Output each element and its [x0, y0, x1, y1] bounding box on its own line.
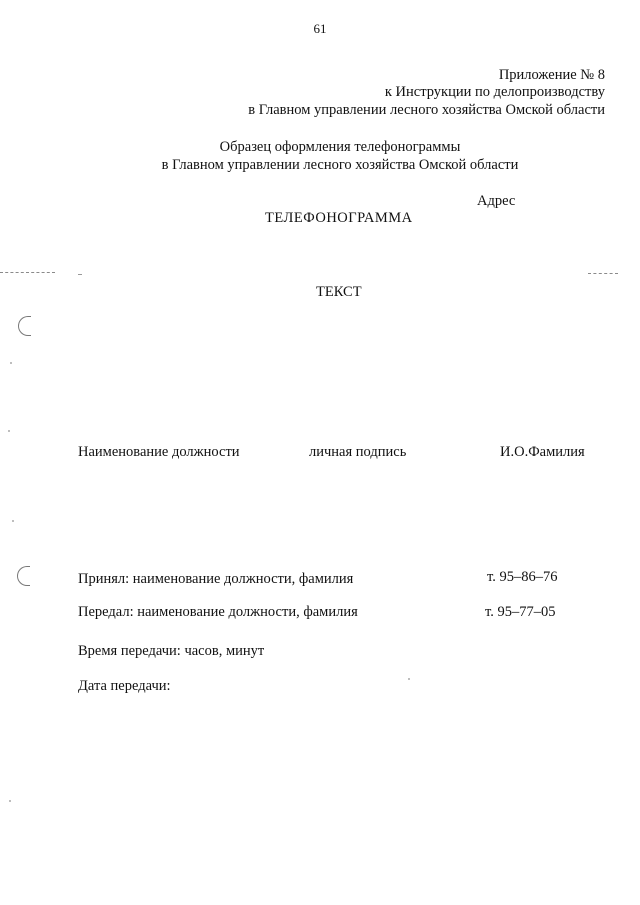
page-number: 61	[313, 21, 327, 36]
signature-position: Наименование должности	[78, 444, 240, 460]
scan-fold-line-left	[0, 272, 55, 273]
scan-fold-line-right	[588, 273, 618, 274]
body-text-placeholder: ТЕКСТ	[316, 284, 362, 300]
scan-speck	[8, 430, 10, 432]
punch-hole-mark-top	[18, 316, 31, 336]
received-phone: т. 95–86–76	[487, 569, 558, 585]
sample-title: Образец оформления телефонограммы	[219, 139, 461, 155]
organization-name: в Главном управлении лесного хозяйства Омской области	[248, 102, 605, 118]
received-by-line: Принял: наименование должности, фамилия	[78, 571, 354, 587]
scan-speck	[9, 800, 11, 802]
signatory-name: И.О.Фамилия	[500, 444, 585, 460]
punch-hole-mark-bottom	[17, 566, 30, 586]
transmission-date: Дата передачи:	[78, 678, 171, 694]
sent-phone: т. 95–77–05	[485, 604, 556, 620]
scan-speck	[10, 362, 12, 364]
document-type-heading: ТЕЛЕФОНОГРАММА	[265, 210, 413, 226]
scan-speck	[12, 520, 14, 522]
appendix-number: Приложение № 8	[498, 67, 605, 83]
sample-organization: в Главном управлении лесного хозяйства Омской области	[161, 157, 519, 173]
transmission-time: Время передачи: часов, минут	[78, 643, 265, 659]
address-label: Адрес	[477, 193, 516, 209]
instruction-reference: к Инструкции по делопроизводству	[384, 84, 605, 100]
signature-placeholder: личная подпись	[309, 444, 407, 460]
scan-speck	[408, 678, 410, 680]
scan-fold-mark	[78, 274, 82, 275]
sent-by-line: Передал: наименование должности, фамилия	[78, 604, 358, 620]
